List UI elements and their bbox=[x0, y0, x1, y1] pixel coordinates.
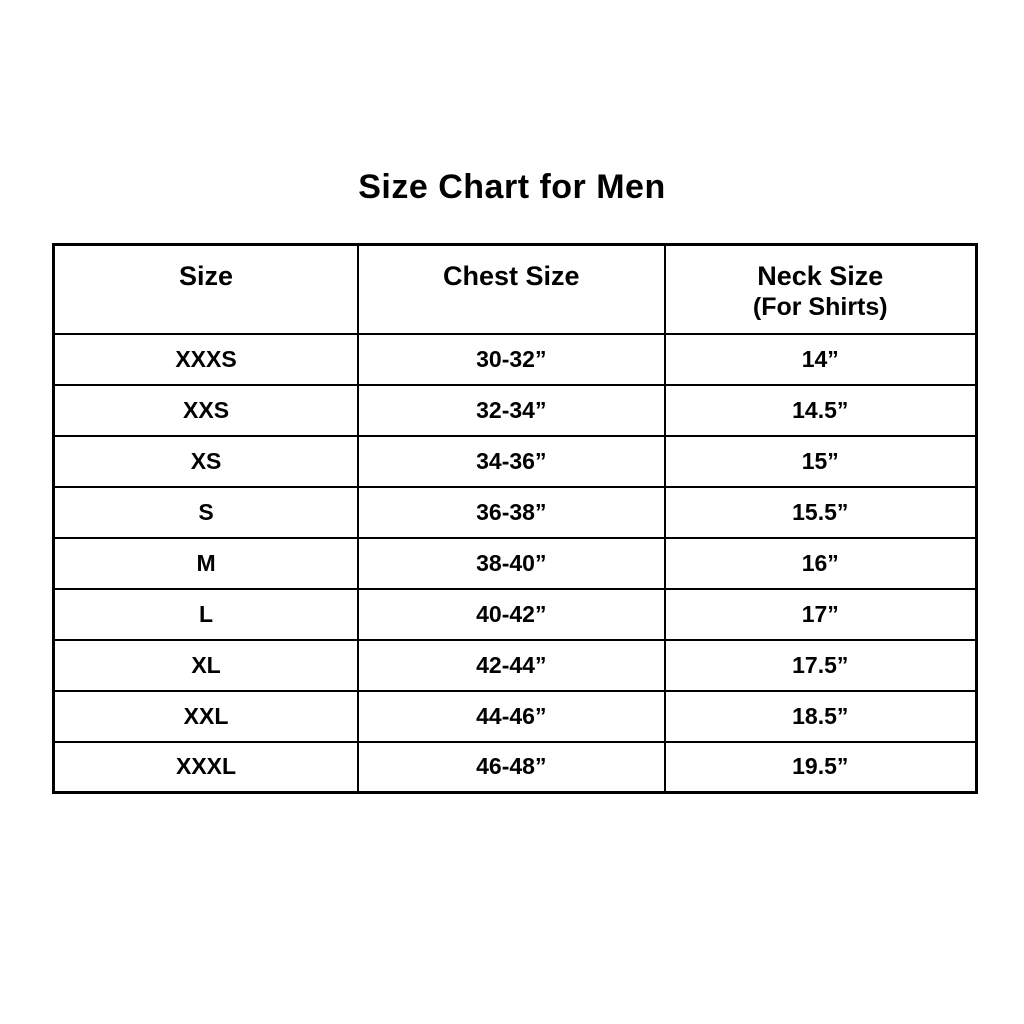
neck-cell: 17.5” bbox=[665, 640, 977, 691]
column-header-neck-size-label: Neck Size bbox=[757, 261, 884, 291]
column-header-neck-size bbox=[665, 245, 977, 334]
chest-cell: 44-46” bbox=[358, 691, 664, 742]
neck-cell: 17” bbox=[665, 589, 977, 640]
neck-cell: 15.5” bbox=[665, 487, 977, 538]
chest-cell: 38-40” bbox=[358, 538, 664, 589]
chest-cell: 34-36” bbox=[358, 436, 664, 487]
size-cell: XXS bbox=[54, 385, 359, 436]
chest-cell: 30-32” bbox=[358, 334, 664, 385]
column-header-neck-size-subtitle: (For Shirts) bbox=[752, 293, 888, 322]
neck-cell: 14.5” bbox=[665, 385, 977, 436]
column-header-chest-size-label: Chest Size bbox=[443, 261, 580, 291]
neck-cell: 19.5” bbox=[665, 742, 977, 793]
table-row bbox=[54, 538, 977, 589]
chest-cell: 32-34” bbox=[358, 385, 664, 436]
size-cell: XS bbox=[54, 436, 359, 487]
table-row bbox=[54, 640, 977, 691]
chest-cell: 36-38” bbox=[358, 487, 664, 538]
size-cell: XXXS bbox=[54, 334, 359, 385]
page-title: Size Chart for Men bbox=[358, 168, 666, 206]
table-row bbox=[54, 589, 977, 640]
neck-cell: 18.5” bbox=[665, 691, 977, 742]
column-header-chest-size bbox=[358, 245, 664, 334]
chest-cell: 40-42” bbox=[358, 589, 664, 640]
size-cell: S bbox=[54, 487, 359, 538]
table-row bbox=[54, 691, 977, 742]
size-chart-table bbox=[52, 243, 978, 794]
size-cell: XXL bbox=[54, 691, 359, 742]
table-row bbox=[54, 436, 977, 487]
chest-cell: 46-48” bbox=[358, 742, 664, 793]
column-header-size-label: Size bbox=[179, 261, 234, 291]
size-cell: L bbox=[54, 589, 359, 640]
table-row bbox=[54, 334, 977, 385]
header-row bbox=[54, 245, 977, 334]
table-row bbox=[54, 487, 977, 538]
size-cell: XL bbox=[54, 640, 359, 691]
chest-cell: 42-44” bbox=[358, 640, 664, 691]
size-cell: M bbox=[54, 538, 359, 589]
table-row bbox=[54, 385, 977, 436]
table-row bbox=[54, 742, 977, 793]
neck-cell: 15” bbox=[665, 436, 977, 487]
neck-cell: 16” bbox=[665, 538, 977, 589]
size-cell: XXXL bbox=[54, 742, 359, 793]
column-header-size bbox=[54, 245, 359, 334]
neck-cell: 14” bbox=[665, 334, 977, 385]
